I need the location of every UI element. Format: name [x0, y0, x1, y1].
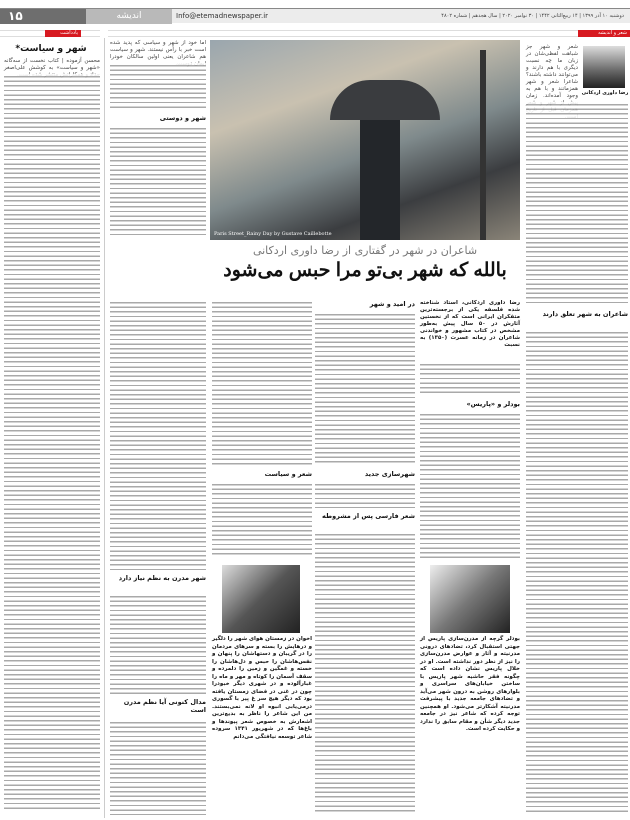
subhead: شعر فارسی پس از مشروطه — [322, 512, 415, 520]
lamp-post — [480, 50, 486, 240]
column-text — [110, 720, 206, 815]
column-text — [315, 312, 415, 466]
section-name: اندیشه — [86, 9, 172, 24]
divider — [104, 38, 105, 818]
column-text — [420, 362, 520, 396]
subhead: شاعران به شهر تعلق دارند — [542, 310, 628, 318]
figure — [360, 120, 400, 240]
poetry-label: شعر و اندیشه — [578, 30, 630, 37]
umbrella-icon — [330, 80, 440, 120]
intro-text: شعر و شهر جز شباهت لفظی‌شان در زبان ما چه نسبت دیگری با هم دارند و می‌توانند داشته باشند؟ شاعرا شعر و شهر همزمانند و با هم به وجود آمده‌اند. زمان — [526, 44, 578, 99]
note-label: یادداشت — [45, 30, 81, 37]
column-text — [315, 532, 415, 812]
subhead: شهر و دوستی — [159, 114, 206, 122]
column-text — [110, 126, 206, 236]
portrait-name: رضا داوری اردکانی — [581, 90, 629, 96]
portrait-photo — [583, 46, 625, 88]
photo-caption: Paris Street_Rainy Day by Gustave Caillebotte — [214, 231, 332, 237]
date-line: دوشنبه ۱۰ آذر ۱۳۹۹ | ۱۴ ربیع‌الثانی ۱۴۴۲ | ۳۰ نوامبر ۲۰۲۰ | سال هجدهم | شماره ۴۸۰۲ — [441, 13, 624, 19]
akhavan-photo — [222, 565, 300, 633]
headline: بالله که شهر بی‌تو مرا حبس می‌شود — [223, 260, 507, 281]
kicker: شاعران در شهر در گفتاری از رضا داوری اردکانی — [252, 244, 478, 257]
page-header — [0, 8, 630, 23]
column-text — [110, 300, 206, 570]
column-text — [110, 63, 206, 111]
sidebar-body — [4, 74, 100, 812]
lead-text: رضا داوری اردکانی، استاد شناخته شده فلسفه یکی از برجسته‌ترین متفکران ایرانی است که از نخستین آثارش در ۵۰ سال پیش به‌طور مشخص در کتاب مشهور و خواندنی شاعران در زمانه عسرت (۱۳۵۰) به نسبت — [420, 300, 520, 348]
column-text — [526, 330, 628, 812]
column-text — [526, 102, 628, 305]
subhead: بودلر و «پاریس» — [466, 400, 520, 408]
painting-photo — [210, 40, 520, 240]
divider — [108, 30, 578, 37]
baudelaire-photo — [430, 565, 510, 633]
column-text — [212, 482, 312, 555]
column-text: اما خود از شهر و سیاسی که پدید شده است خبر با رأس نیستند. شهر و سیاست هم شاعران یعنی اولین سالکان خودرا — [110, 40, 206, 60]
sidebar-intro: محسن آزموده | کتاب نخست از سه‌گانه «شهر و سیاست» به کوشش علی‌اصغر — [4, 58, 100, 71]
akhavan-caption: اخوان در زمستان هوای شهر را دلگیر و درهایش را بسته و سرهای مردمان را در گریبان و دستهاشان را پنهان و نفس‌هاشان را حبس و دل‌هاشان را خسته و غمگین و زمین را دلمرده و سقف آسمان را کوتاه و مهر و ماه را غبارآلوده و در شهری دیگر خبودرا چون در غنی در فضای زمستان یافته بود که دیگر هیچ سر غ پیر با گسوری درمی‌یابی انبوه او لانه نمی‌بستند. من این شاعر را ناظر به بدیع‌ترین اشعارش به خصوص شعر پیوندها و باغ‌ها که در شهریور ۱۳۴۱ سروده شاعر توسعه نیافتگی می‌دانم — [212, 636, 312, 740]
baudelaire-caption: بودلر گرچه از مدرن‌سازی پاریس از جهتی استقبال کرد، تضادهای درونی مدرنیته و آثار و عوارض مدرن‌سازی را نیز از نظر دور نداشته است. او در خلال پاریس نشان داده است که چگونه فقر حاشیه شهر پاریس با ساختن خیابان‌های سراسری و بلوارهای روشن به درون شهر می‌آید و تضادهای جامعه جدید با پیشرفت مدرنیته آشکارتر می‌شود. او همچنین توجه کرده که شاعر نیز در جامعه جدید دیگر شأن و مقام سابق را ندارد و حکایت کرده است. — [420, 636, 520, 732]
subhead: در امید و شهر — [369, 300, 415, 308]
page-number: ۱۵ — [0, 9, 86, 24]
column-text — [110, 594, 206, 694]
sidebar-title: شهر و سیاست* — [15, 44, 87, 54]
subhead: شهر مدرن به نظم نیاز دارد — [118, 574, 206, 582]
email-link[interactable]: Info@etemadnewspaper.ir — [176, 12, 269, 20]
column-text — [315, 482, 415, 508]
subhead: شهرسازی جدید — [364, 470, 415, 478]
subhead: شعر و سیاست — [264, 470, 312, 478]
column-text — [212, 300, 312, 466]
subhead: مدال کنونی آیا نظم مدرن است — [123, 698, 206, 714]
column-text — [420, 412, 520, 560]
